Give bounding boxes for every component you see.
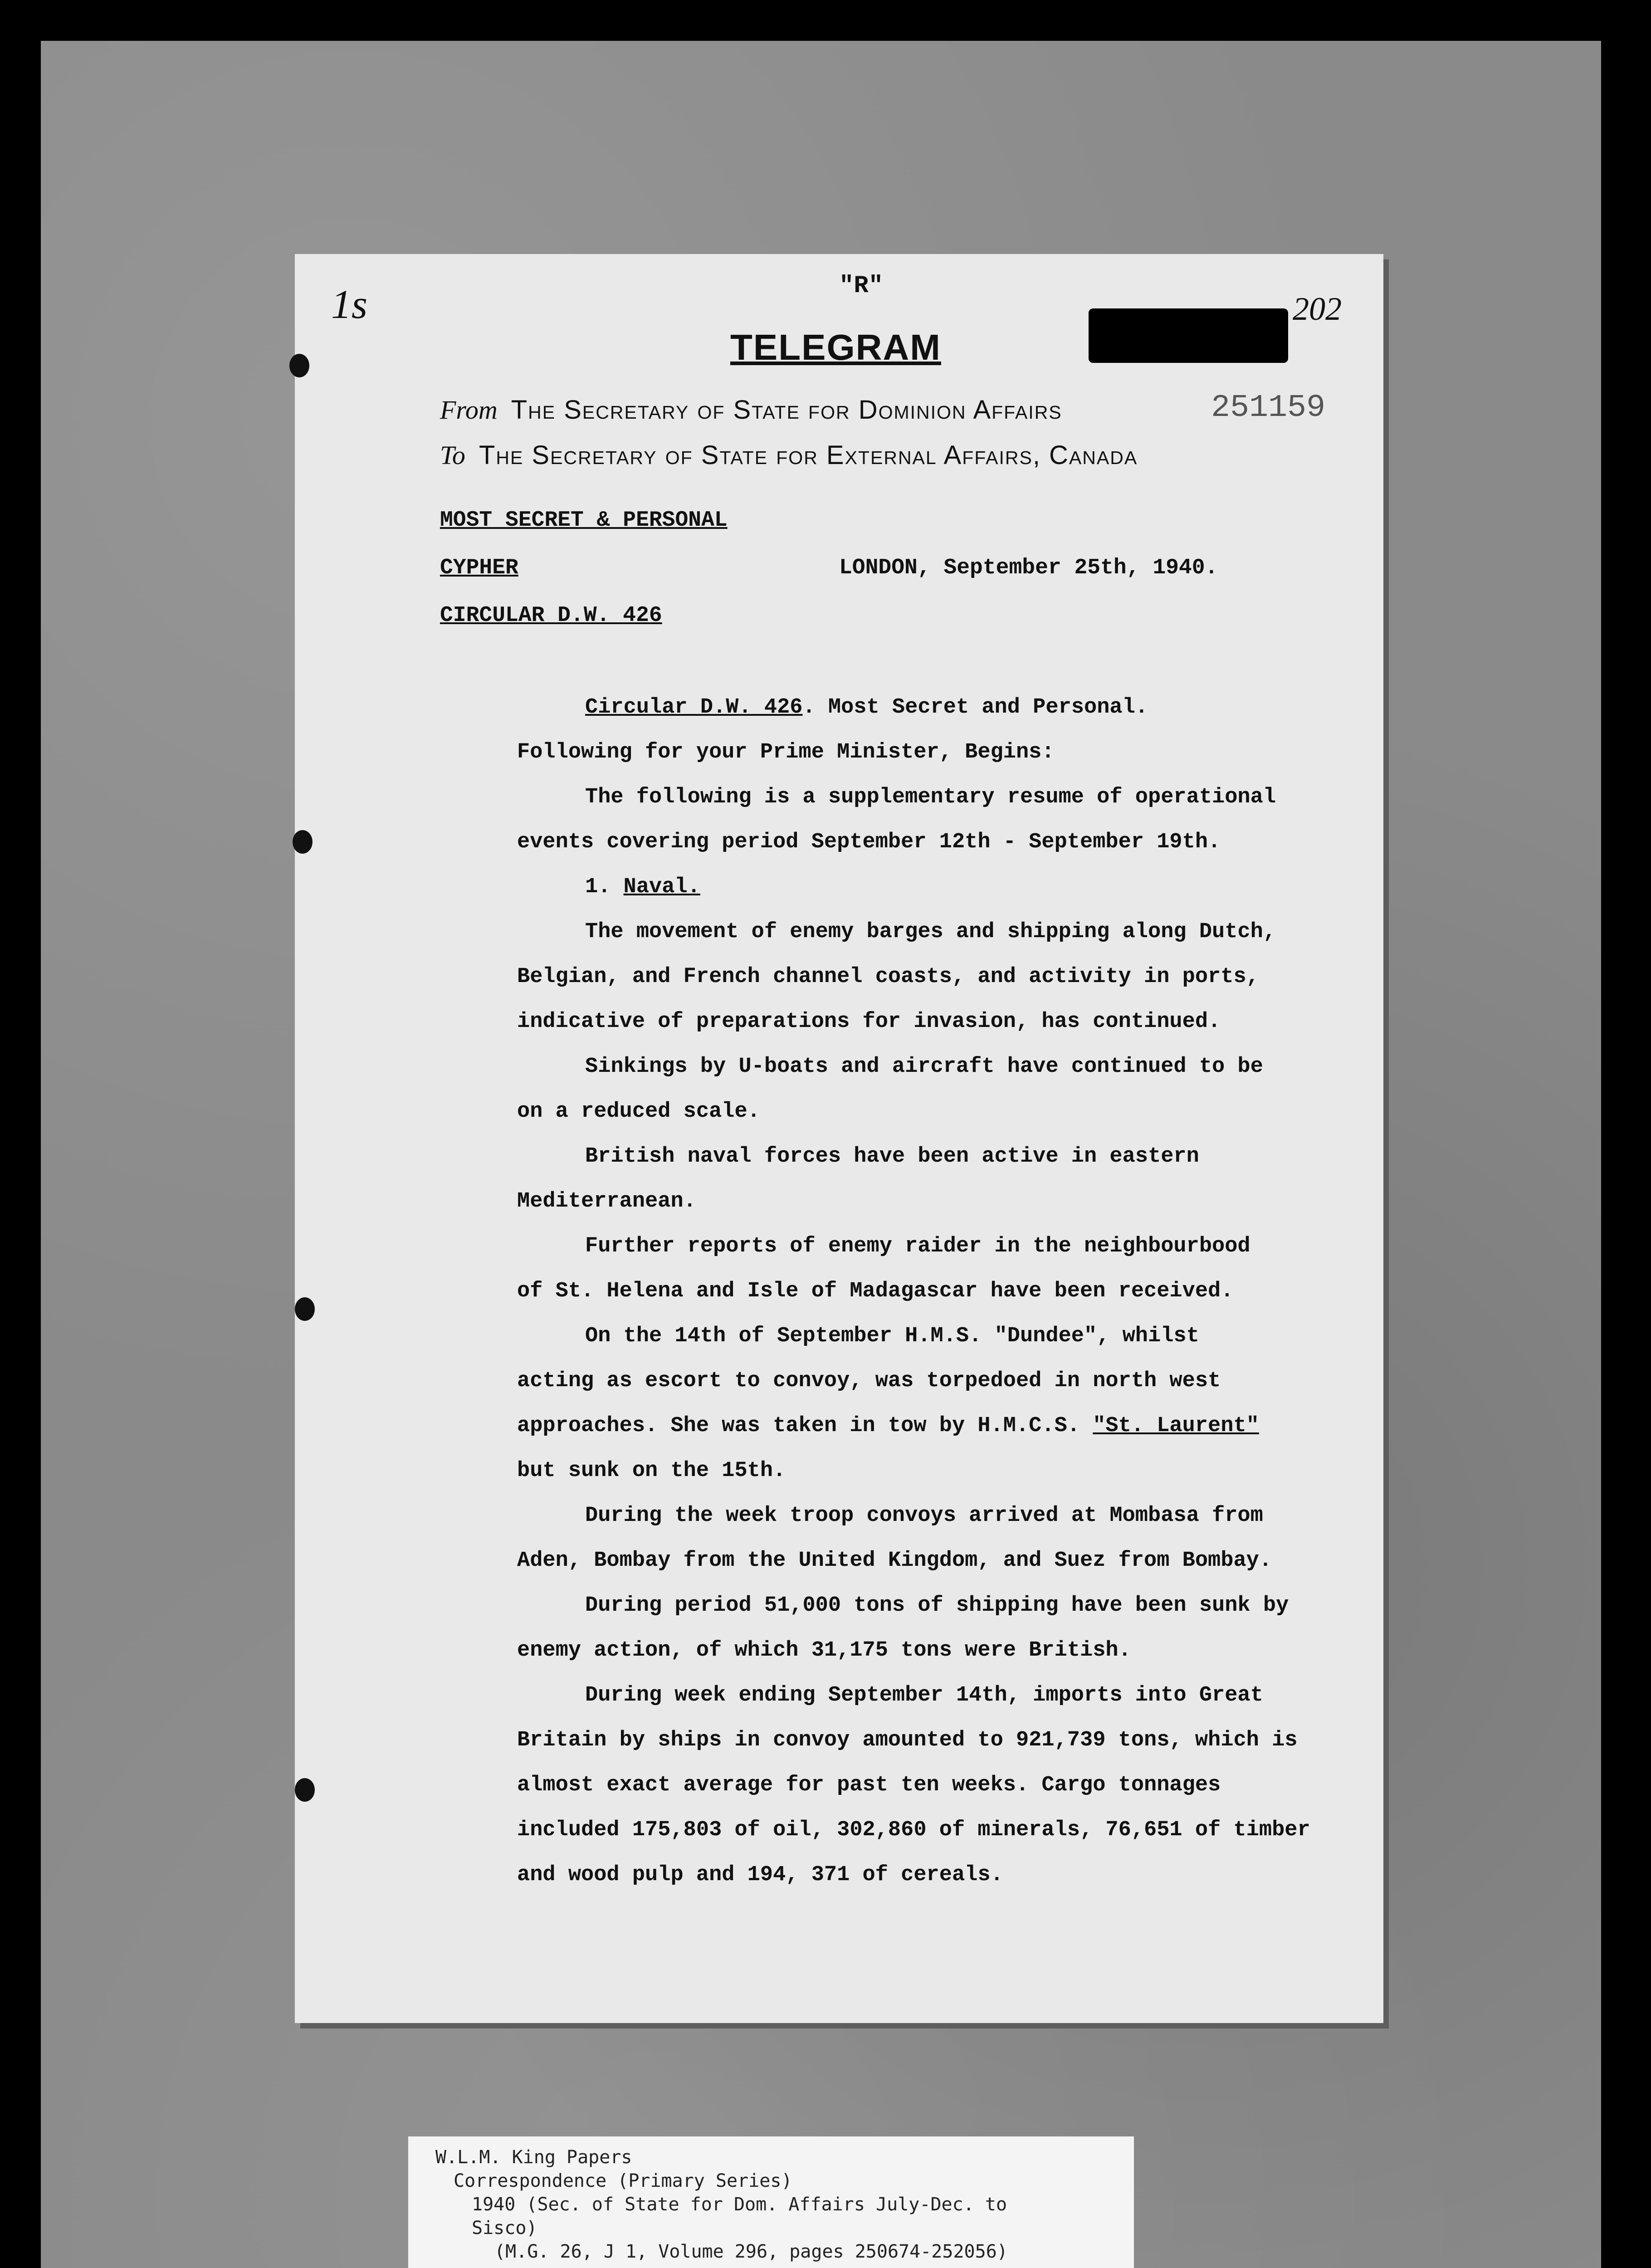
body-line — [517, 1044, 1356, 1089]
punch-hole — [295, 1297, 315, 1321]
body-text: During period 51,000 tons of shipping have been sunk by — [585, 1593, 1289, 1618]
from-label: From — [440, 395, 498, 425]
body-line — [517, 685, 1356, 730]
body-line — [517, 1314, 1356, 1359]
body-text: and wood pulp and 194, 371 of cereals. — [517, 1863, 1003, 1887]
body-text: but sunk on the 15th. — [517, 1459, 786, 1483]
method: CYPHER — [440, 556, 518, 580]
body-text: Following for your Prime Minister, Begins: — [517, 740, 1055, 764]
body-text: During the week troop convoys arrived at Mombasa from — [585, 1504, 1263, 1528]
body-text: Further reports of enemy raider in the neighbourbood — [585, 1234, 1250, 1258]
body-line — [517, 1673, 1356, 1718]
body-line — [517, 999, 1356, 1044]
to-value: The Secretary of State for External Affairs, Canada — [479, 440, 1138, 470]
body-line — [517, 1134, 1356, 1179]
handwritten-note-left: 1s — [331, 282, 368, 327]
to-line — [440, 440, 1138, 470]
body-text: On the 14th of September H.M.S. "Dundee", whilst — [585, 1324, 1199, 1348]
body-text: of St. Helena and Isle of Madagascar have been received. — [517, 1279, 1234, 1303]
body-text: events covering period September 12th - September 19th. — [517, 830, 1221, 854]
telegram-page — [295, 254, 1383, 2023]
body-text: Aden, Bombay from the United Kingdom, and Suez from Bombay. — [517, 1549, 1272, 1573]
circular-ref: CIRCULAR D.W. 426 — [440, 603, 662, 628]
body-line — [517, 909, 1356, 954]
body-line — [517, 1538, 1356, 1583]
body-text: Belgian, and French channel coasts, and activity in ports, — [517, 965, 1259, 989]
body-line — [517, 1718, 1356, 1763]
body-line — [517, 1853, 1356, 1897]
body-line — [517, 1269, 1356, 1314]
classification: MOST SECRET & PERSONAL — [440, 508, 728, 533]
punch-hole — [293, 830, 313, 854]
label-line: Sisco) — [472, 2218, 537, 2239]
body-line — [517, 1583, 1356, 1628]
body-underlined-text: Circular D.W. 426 — [585, 695, 803, 719]
body-text: approaches. She was taken in tow by H.M.C.S. — [517, 1414, 1093, 1438]
to-label: To — [440, 440, 465, 470]
microfilm-mount — [41, 41, 1601, 2268]
handwritten-page-number: 202 — [1293, 291, 1342, 327]
stamp-number: 251159 — [1211, 390, 1326, 426]
body-text: 1. — [585, 875, 624, 899]
archive-reference-label — [408, 2136, 1134, 2268]
page-title: TELEGRAM — [730, 327, 941, 367]
header-mark: "R" — [839, 272, 884, 300]
redaction-block — [1089, 308, 1288, 363]
punch-hole — [289, 354, 309, 377]
body-line — [517, 775, 1356, 820]
body-text: indicative of preparations for invasion, has continued. — [517, 1010, 1221, 1034]
body-text: on a reduced scale. — [517, 1100, 760, 1124]
body-line — [517, 1224, 1356, 1269]
body-text: The following is a supplementary resume of operational — [585, 785, 1276, 809]
label-line: 1940 (Sec. of State for Dom. Affairs July-Dec. to — [472, 2194, 1007, 2215]
body-line — [517, 865, 1356, 909]
body-text: . Most Secret and Personal. — [802, 695, 1148, 719]
body-text: British naval forces have been active in eastern — [585, 1144, 1199, 1168]
body-line — [517, 1493, 1356, 1538]
body-line — [517, 730, 1356, 775]
body-line — [517, 1179, 1356, 1224]
body-line — [517, 1403, 1356, 1448]
label-line: Correspondence (Primary Series) — [454, 2170, 792, 2191]
body-text: acting as escort to convoy, was torpedoed in north west — [517, 1369, 1221, 1393]
body-line — [517, 1089, 1356, 1134]
from-value: The Secretary of State for Dominion Affairs — [511, 395, 1062, 425]
label-line: W.L.M. King Papers — [435, 2147, 632, 2168]
body-underlined-text: "St. Laurent" — [1093, 1414, 1259, 1438]
body-line — [517, 1628, 1356, 1673]
dateline: LONDON, September 25th, 1940. — [839, 556, 1218, 580]
body-underlined-text: Naval. — [623, 875, 700, 899]
body-text: The movement of enemy barges and shipping along Dutch, — [585, 920, 1276, 944]
body-text: Sinkings by U-boats and aircraft have continued to be — [585, 1055, 1263, 1079]
punch-hole — [295, 1778, 315, 1802]
body-line — [517, 1763, 1356, 1808]
label-line: (M.G. 26, J 1, Volume 296, pages 250674-252056) — [494, 2241, 1008, 2262]
body-text: included 175,803 of oil, 302,860 of minerals, 76,651 of timber — [517, 1818, 1310, 1842]
body-text: almost exact average for past ten weeks. Cargo tonnages — [517, 1773, 1221, 1797]
body-text: Britain by ships in convoy amounted to 921,739 tons, which is — [517, 1728, 1298, 1752]
body-line — [517, 1359, 1356, 1403]
telegram-body — [517, 685, 1356, 1897]
body-line — [517, 820, 1356, 865]
body-text: During week ending September 14th, imports into Great — [585, 1683, 1263, 1707]
body-line — [517, 1448, 1356, 1493]
from-line — [440, 395, 1062, 425]
body-line — [517, 954, 1356, 999]
body-text: Mediterranean. — [517, 1189, 696, 1213]
body-text: enemy action, of which 31,175 tons were British. — [517, 1638, 1131, 1662]
body-line — [517, 1808, 1356, 1853]
